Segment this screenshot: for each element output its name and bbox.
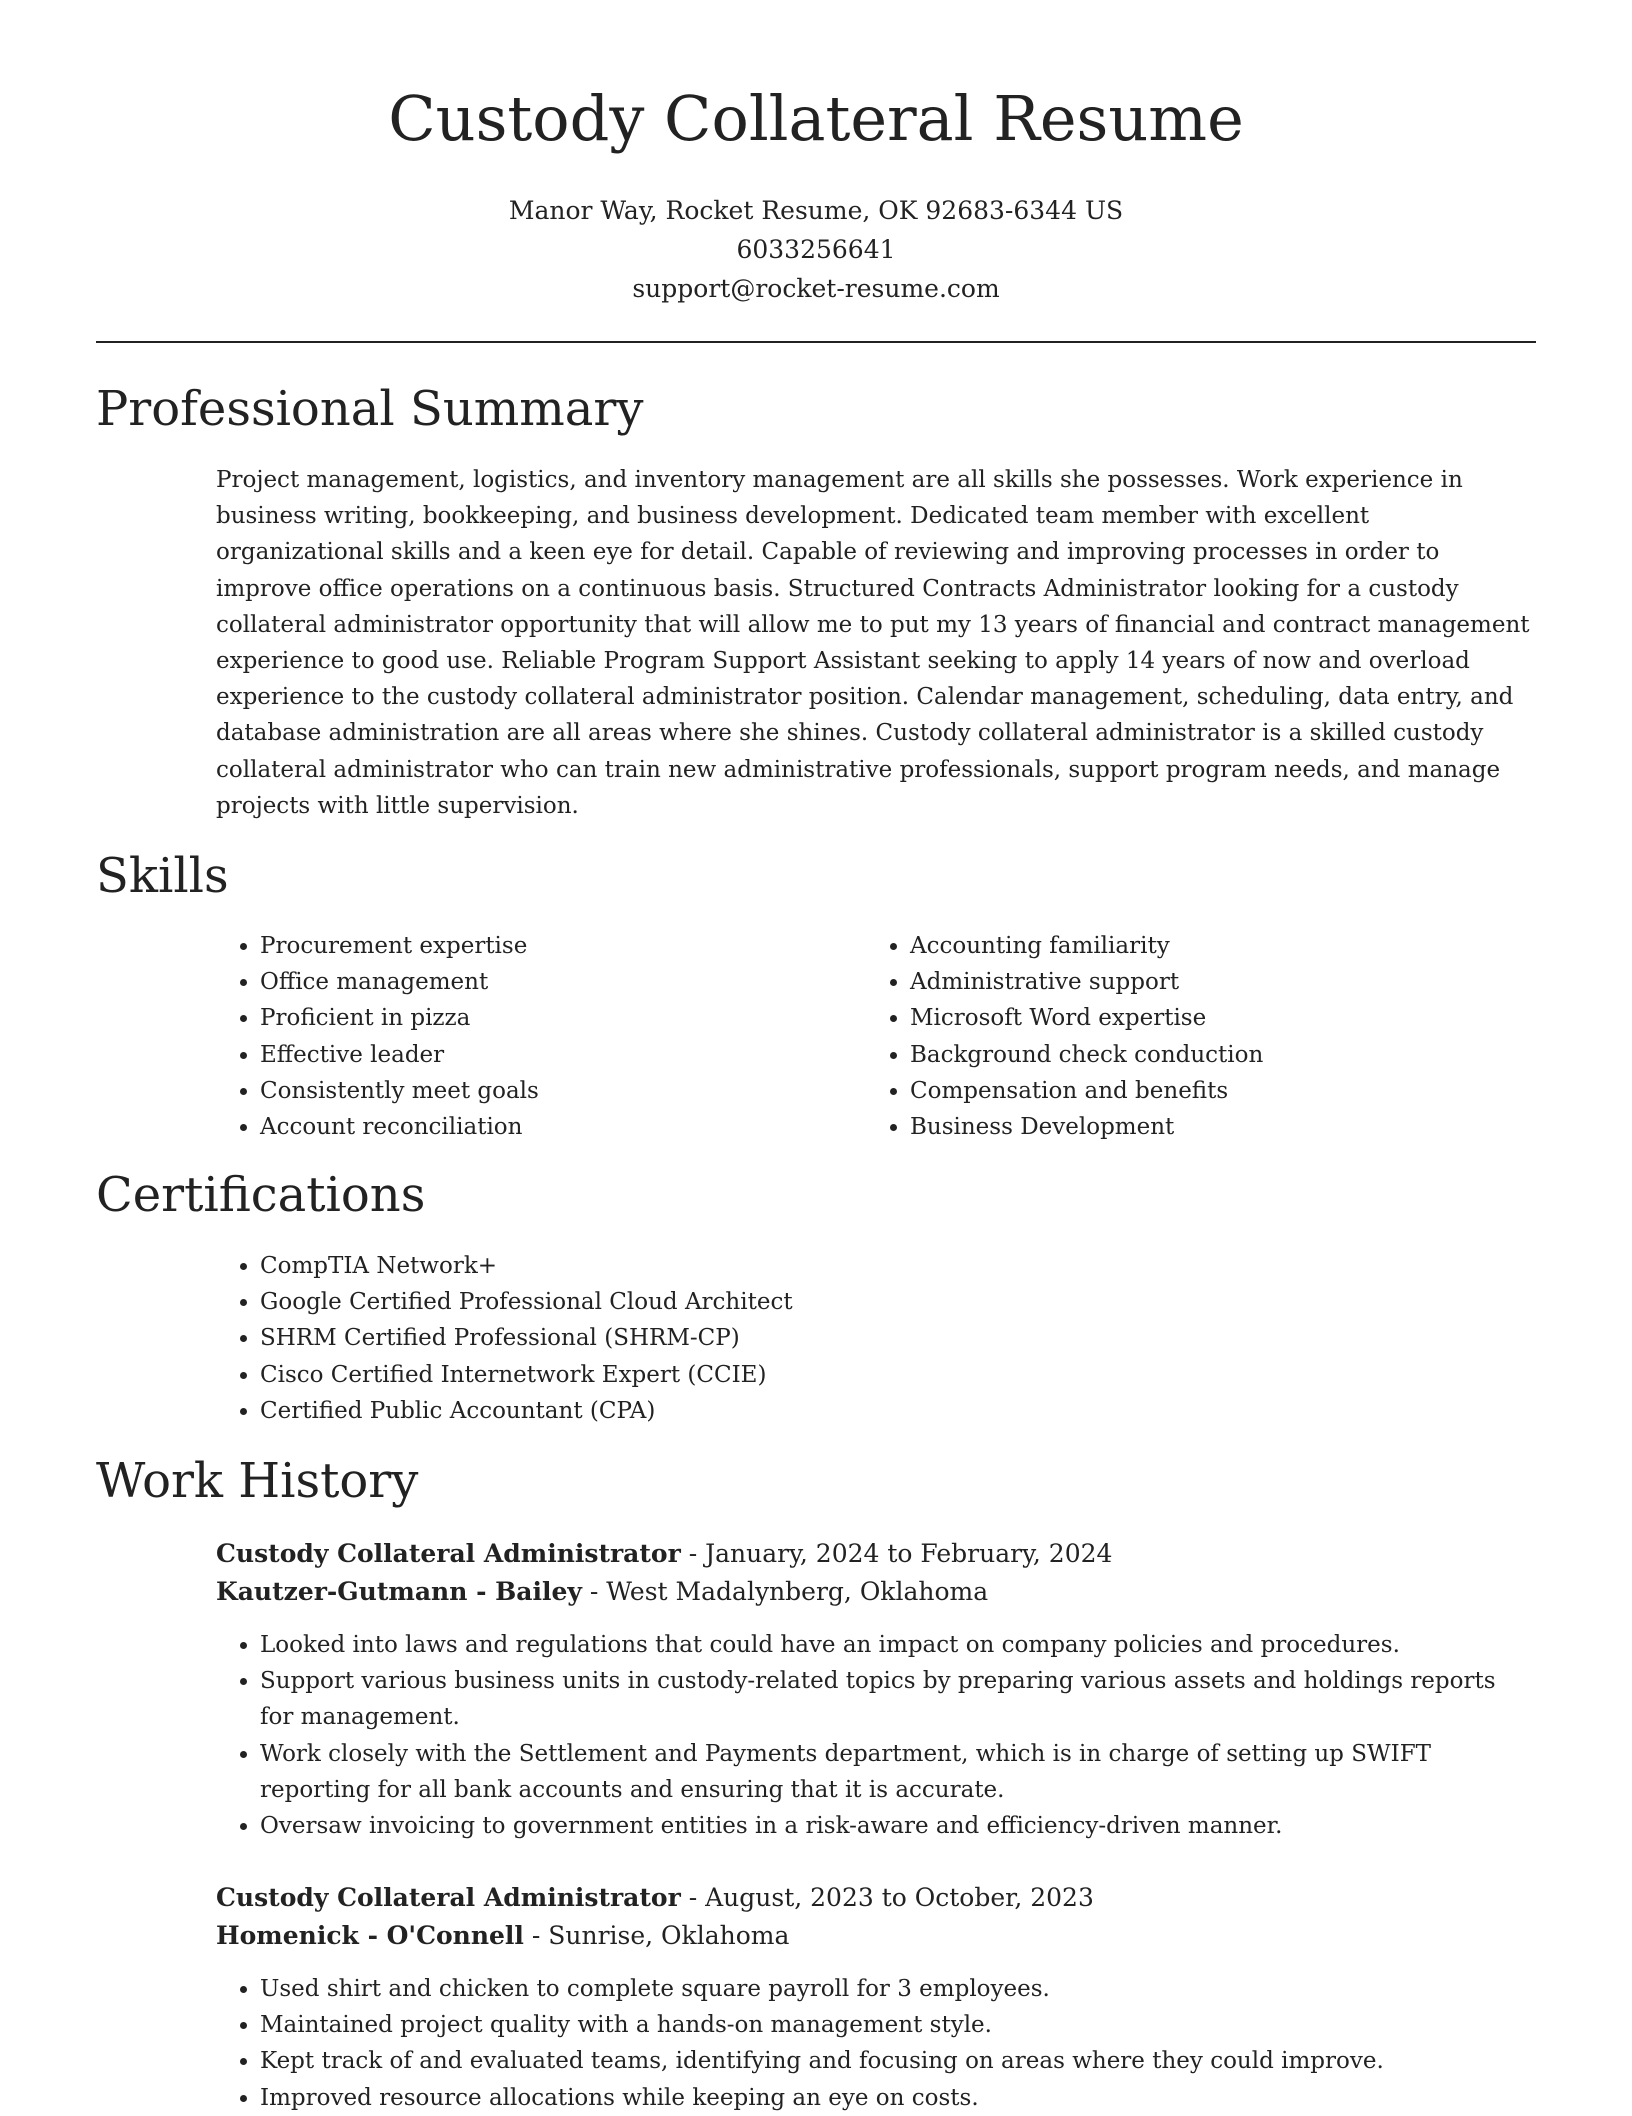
job-entry	[216, 1879, 1536, 2116]
job-bullet: • Used shirt and chicken to complete square payroll for 3 employees.	[260, 1971, 1536, 2007]
resume-title: Custody Collateral Resume	[388, 82, 1244, 155]
certification-item: • Certified Public Accountant (CPA)	[260, 1393, 1516, 1429]
job-company: Homenick - O'Connell	[216, 1921, 524, 1950]
certification-item: • Google Certified Professional Cloud Architect	[260, 1284, 1516, 1320]
skill-item: • Office management	[260, 964, 816, 1000]
job-bullet: • Kept track of and evaluated teams, identifying and focusing on areas where they could improve.	[260, 2043, 1536, 2079]
job-role: Custody Collateral Administrator	[216, 1883, 681, 1912]
section-title-skills: Skills	[96, 848, 229, 904]
job-company-line	[216, 1573, 1536, 1611]
skill-item: • Procurement expertise	[260, 928, 816, 964]
certifications-list	[216, 1248, 1516, 1429]
contact-info	[96, 191, 1536, 308]
job-company: Kautzer-Gutmann - Bailey	[216, 1577, 582, 1606]
skill-item: • Effective leader	[260, 1037, 816, 1073]
certification-item: • CompTIA Network+	[260, 1248, 1516, 1284]
job-location: - West Madalynberg, Oklahoma	[581, 1577, 989, 1606]
skill-item: • Account reconciliation	[260, 1109, 816, 1145]
job-role-line	[216, 1535, 1536, 1573]
job-role: Custody Collateral Administrator	[216, 1539, 681, 1568]
job-role-line	[216, 1879, 1536, 1917]
job-company-line	[216, 1917, 1536, 1955]
job-bullet: • Work closely with the Settlement and Payments department, which is in charge of setting up SWIFT reporting for all bank accounts and ensuring that it is accurate.	[260, 1736, 1536, 1808]
job-entry	[216, 1535, 1536, 1844]
job-bullet: • Support various business units in custody-related topics by preparing various assets and holdings reports for management.	[260, 1663, 1536, 1735]
skill-item: • Business Development	[910, 1109, 1506, 1145]
skill-item: • Background check conduction	[910, 1037, 1506, 1073]
section-title-certifications: Certifications	[96, 1167, 426, 1223]
skill-item: • Compensation and benefits	[910, 1073, 1506, 1109]
skill-item: • Consistently meet goals	[260, 1073, 816, 1109]
job-bullet: • Maintained project quality with a hands-on management style.	[260, 2007, 1536, 2043]
certification-item: • SHRM Certified Professional (SHRM-CP)	[260, 1320, 1516, 1356]
skill-item: • Microsoft Word expertise	[910, 1000, 1506, 1036]
job-bullet: • Looked into laws and regulations that could have an impact on company policies and procedures.	[260, 1627, 1536, 1663]
job-location: - Sunrise, Oklahoma	[523, 1921, 790, 1950]
skills-column-right	[866, 928, 1506, 1145]
skill-item: • Proficient in pizza	[260, 1000, 816, 1036]
skills-column-left	[216, 928, 816, 1145]
job-bullet: • Oversaw invoicing to government entities in a risk-aware and efficiency-driven manner.	[260, 1808, 1536, 1844]
section-title-summary: Professional Summary	[96, 381, 644, 437]
header-divider	[96, 341, 1536, 343]
job-dates: - January, 2024 to February, 2024	[680, 1539, 1113, 1568]
section-title-work-history: Work History	[96, 1453, 419, 1509]
contact-email: support@rocket-resume.com	[632, 274, 1000, 303]
contact-address: Manor Way, Rocket Resume, OK 92683-6344 US	[508, 196, 1124, 225]
skill-item: • Accounting familiarity	[910, 928, 1506, 964]
certification-item: • Cisco Certified Internetwork Expert (CCIE)	[260, 1357, 1516, 1393]
summary-text: Project management, logistics, and inventory management are all skills she possesses. Work experience in business writing, bookkeeping, and business development. Dedicated team member with excellent organizational skills and a keen eye for detail. Capable of reviewing and improving processes in order to improve office operations on a continuous basis. Structured Contracts Administrator looking for a custody collateral administrator opportunity that will allow me to put my 13 years of financial and contract management experience to good use. Reliable Program Support Assistant seeking to apply 14 years of now and overload experience to the custody collateral administrator position. Calendar management, scheduling, data entry, and database administration are all areas where she shines. Custody collateral administrator is a skilled custody collateral administrator who can train new administrative professionals, support program needs, and manage projects with little supervision.	[216, 467, 1530, 819]
skill-item: • Administrative support	[910, 964, 1506, 1000]
job-dates: - August, 2023 to October, 2023	[680, 1883, 1094, 1912]
job-bullet: • Improved resource allocations while keeping an eye on costs.	[260, 2080, 1536, 2116]
contact-phone: 6033256641	[736, 235, 896, 264]
